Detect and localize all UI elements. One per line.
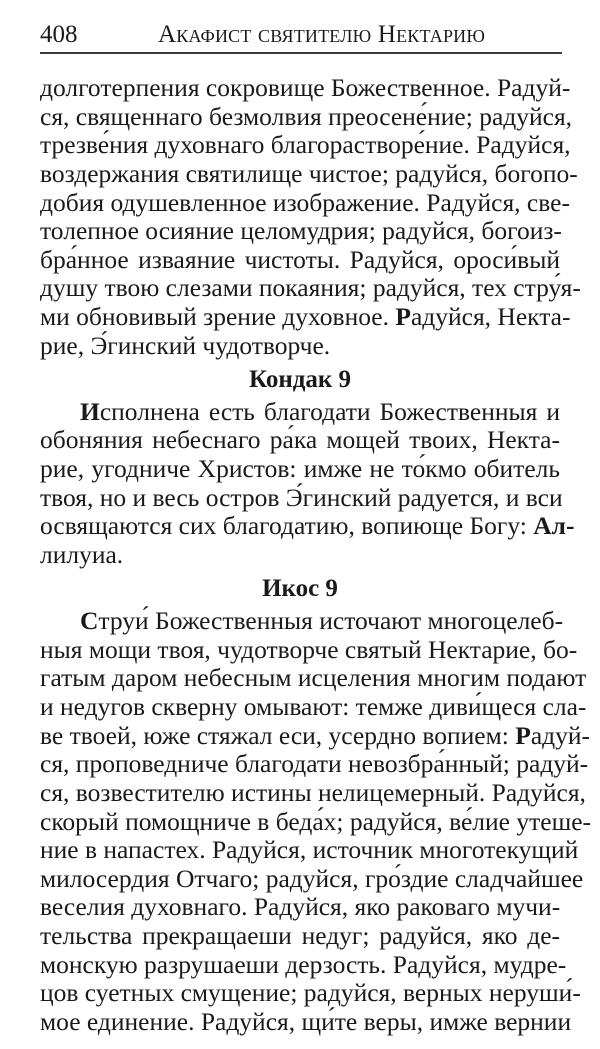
text-line (40, 605, 564, 637)
text-line: лилуиа. (40, 540, 124, 569)
text-line: твоя, но и весь остров Э́гинский радуется, и вси (40, 482, 563, 512)
text-line: рие, Э́гинский чудотворче. (40, 330, 331, 360)
text-line: и недугов скверну омывают: темже диви́щеся сла- (40, 692, 587, 722)
bold-initial: Р (515, 720, 531, 750)
text-line: монскую разрушаеши дерзость. Радуйся, мудре- (40, 949, 567, 979)
text-line: рие, угодниче Христов: имже не то́кмо обитель (40, 454, 560, 484)
text-line: веселия духовнаго. Радуйся, яко раковаго мучи- (40, 892, 561, 922)
text-line: толепное осияние целомудрия; радуйся, богоиз- (40, 216, 562, 246)
text-line: ся, проповедниче благодати невозбра́нный; радуй- (40, 749, 589, 779)
text-line: ся, возвестителю истины нелицемерный. Радуйся, (40, 777, 586, 807)
header-rule (40, 52, 562, 54)
page-number: 408 (40, 21, 78, 48)
text-line: гатым даром небесным исцеления многим подают (40, 663, 587, 693)
text-line: ся, священнаго безмолвия преосене́ние; радуйся, (40, 101, 573, 131)
ikos-heading: Икос 9 (262, 574, 338, 602)
text-line: скорый помощниче в беда́х; радуйся, ве́лие утеше- (40, 806, 592, 836)
running-head (40, 20, 562, 50)
text-line (40, 510, 575, 542)
bold-initial: Р (395, 302, 411, 332)
text-fragment: адуйся, Некта- (410, 302, 571, 332)
text-line: мое единение. Радуйся, щи́те веры, имже вернии (40, 1007, 572, 1036)
text-fragment: адуй- (530, 720, 590, 750)
text-line: добия одушевленное изображение. Радуйся, све- (40, 187, 570, 217)
text-line: милосердия Отчаго; радуйся, гро́здие сладчайшее (40, 863, 584, 893)
running-title: Акафист святителю Нектарию (158, 21, 486, 48)
text-fragment: освящаются сих благодатию, вопиюще Богу: (40, 511, 534, 541)
text-line: воздержания святилище чистое; радуйся, богопо- (40, 158, 578, 188)
text-line (40, 396, 560, 428)
text-line (40, 720, 590, 752)
bold-alleluia: Ал- (533, 511, 575, 541)
kondak-heading: Кондак 9 (248, 365, 352, 393)
text-line: цов суетных смущение; радуйся, верных неруши́- (40, 978, 581, 1008)
text-fragment: ве твоей, юже стяжал еси, усердно вопием: (40, 720, 516, 750)
text-fragment: сполнена есть благодати Божественныя и (99, 396, 560, 426)
text-line: бра́нное изваяние чистоты. Радуйся, ороси́вый (40, 244, 560, 274)
bold-initial: С (80, 606, 99, 636)
text-line: долготерпения сокровище Божественное. Радуй- (40, 73, 571, 102)
text-line: ныя мощи твоя, чудотворче святый Нектарие, бо- (40, 634, 578, 664)
bold-initial: И (80, 396, 100, 426)
text-fragment: ми обновивый зрение духовное. (40, 302, 396, 332)
text-fragment: труи́ Божественныя источают многоцелеб- (98, 606, 564, 636)
text-line (40, 301, 571, 333)
text-line: ние в напастех. Радуйся, источник многотекущий (40, 835, 579, 865)
text-line: обоняния небеснаго ра́ка мощей твоих, Некта- (40, 425, 560, 455)
text-line: душу твою слезами покаяния; радуйся, тех стру́я- (40, 273, 581, 303)
text-line: тельства прекращаеши недуг; радуйся, яко де- (40, 921, 560, 951)
text-line: трезве́ния духовнаго благорастворе́ние. Радуйся, (40, 130, 571, 160)
